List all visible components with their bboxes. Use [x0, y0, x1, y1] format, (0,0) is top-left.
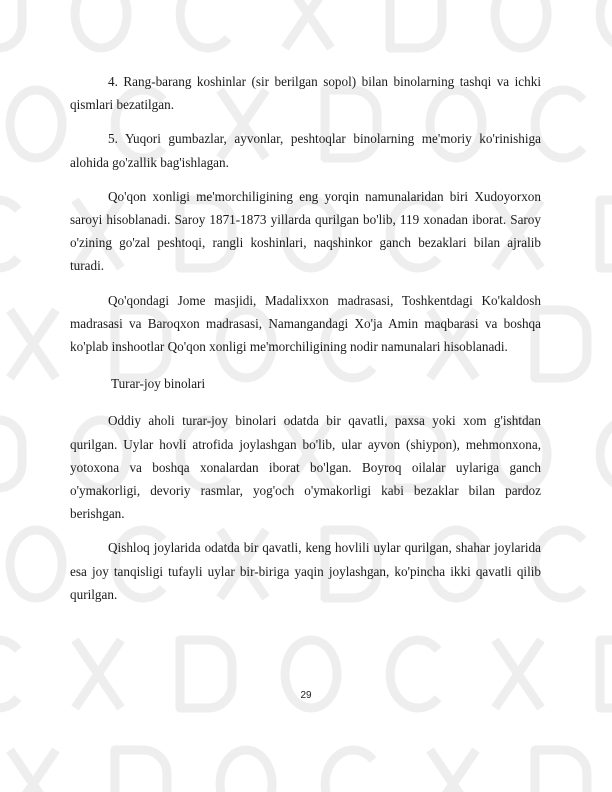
watermark-glyph	[180, 0, 228, 48]
watermark-glyph	[535, 750, 587, 792]
paragraph-6: Qishloq joylarida odatda bir qavatli, keng hovlili uylar qurilgan, shahar joylarida esa joy tanqisligi tufayli uylar bir-biriga yaqin joylashgan, ko'pincha ikki qavatli qilib qurilgan.	[70, 540, 541, 602]
watermark-glyph	[535, 310, 587, 378]
watermark-glyph	[0, 200, 18, 268]
watermark-glyph	[0, 0, 22, 48]
watermark-glyph	[600, 0, 612, 48]
watermark-glyph	[115, 750, 167, 792]
watermark-glyph	[535, 90, 583, 158]
watermark-glyph	[600, 200, 612, 268]
watermark-glyph	[220, 750, 272, 792]
watermark-glyph	[390, 0, 442, 48]
section-heading: Turar-joy binolari	[111, 376, 206, 392]
watermark-glyph	[495, 0, 547, 48]
watermark-glyph	[430, 750, 476, 792]
paragraph-2: 5. Yuqori gumbazlar, ayvonlar, peshtoqlar binolarning me'moriy ko'rinishiga alohida go'zallik bag'ishlagan.	[70, 131, 541, 170]
watermark-glyph	[10, 750, 56, 792]
watermark-glyph	[285, 0, 331, 48]
watermark-glyph	[325, 750, 373, 792]
document-body	[70, 70, 541, 606]
watermark-glyph	[0, 420, 22, 488]
page-number: 29	[300, 690, 312, 701]
paragraph-1: 4. Rang-barang koshinlar (sir berilgan sopol) bilan binolarning tashqi va ichki qismlari bezatilgan.	[70, 74, 541, 113]
paragraph-4: Qo'qondagi Jome masjidi, Madalixxon madrasasi, Toshkentdagi Ko'kaldosh madrasasi va Baroqxon madrasasi, Namangandagi Xo'ja Amin maqbarasi va boshqa ko'plab inshootlar Qo'qon xonligi me'morchiligining nodir namunalari hisoblanadi.	[70, 292, 541, 355]
watermark-glyph	[600, 420, 612, 488]
watermark-glyph	[535, 530, 583, 598]
paragraph-3: Qo'qon xonligi me'morchiligining eng yorqin namunalaridan biri Xudoyorxon saroyi hisoblanadi. Saroy 1871-1873 yillarda qurilgan bo'lib, 119 xonadan iborat. Saroy o'zining go'zal peshtoqi, rangli koshinlari, naqshinkor ganch bezaklari bilan ajralib turadi.	[70, 188, 541, 274]
paragraph-5: Oddiy aholi turar-joy binolari odatda bir qavatli, paxsa yoki xom g'ishtdan qurilgan. Uylar hovli atrofida joylashgan bo'lib, ular ayvon (shiypon), mehmonxona, yotoxona va boshqa xonalardan iborat bo'lgan. Boyroq oilalar uylariga ganch o'ymakorligi, devoriy rasmlar, yog'och o'ymakorligi kabi bezaklar bilan pardoz berishgan.	[70, 413, 541, 522]
watermark-glyph	[10, 310, 56, 378]
watermark-glyph	[10, 530, 62, 598]
watermark-glyph	[75, 0, 127, 48]
watermark-glyph	[10, 90, 62, 158]
